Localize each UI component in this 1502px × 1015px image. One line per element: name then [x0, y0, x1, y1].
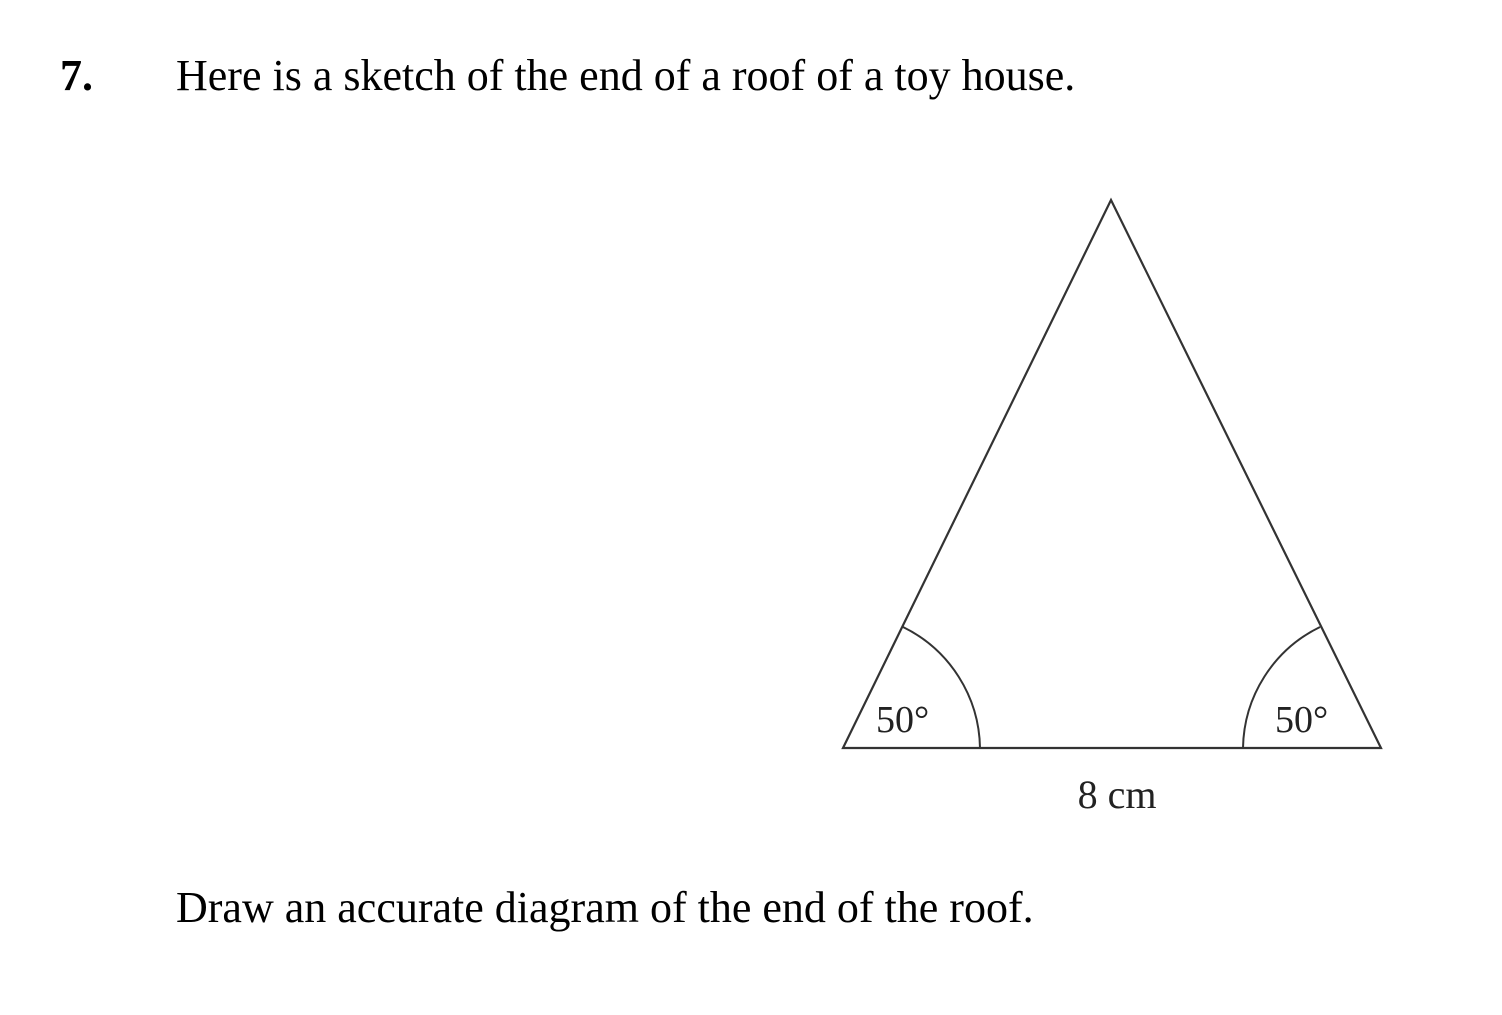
left-angle-label: 50° [876, 699, 930, 741]
base-length-label: 8 cm [1077, 772, 1157, 817]
question-intro: Here is a sketch of the end of a roof of a toy house. [176, 51, 1076, 100]
question-instruction: Draw an accurate diagram of the end of the roof. [176, 883, 1034, 932]
roof-triangle [843, 200, 1381, 748]
right-angle-label: 50° [1275, 699, 1329, 741]
question-number: 7. [60, 51, 93, 100]
